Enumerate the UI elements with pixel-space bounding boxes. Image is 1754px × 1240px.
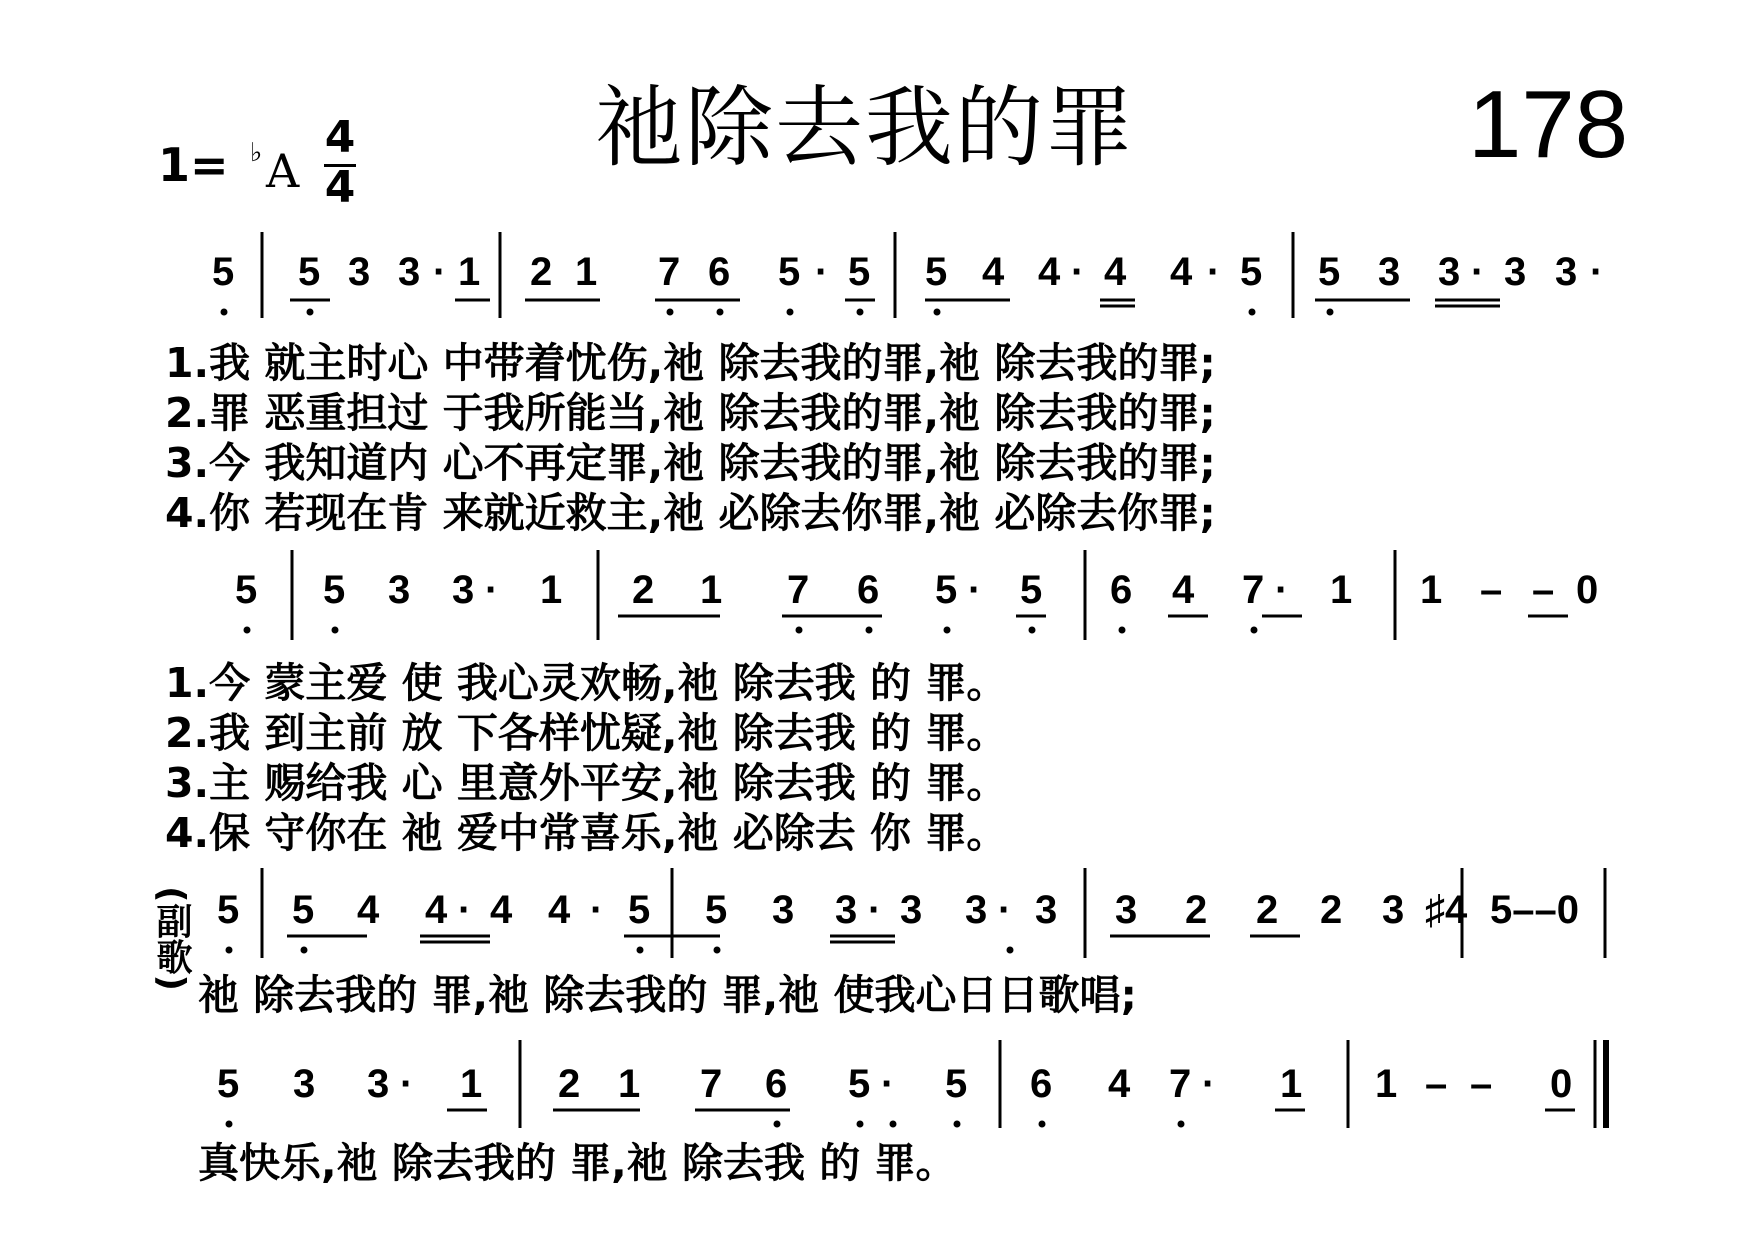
row3-note: 2 <box>1256 888 1279 932</box>
row1-note: 5 <box>1318 250 1341 294</box>
row2-note: 4 <box>1172 568 1195 612</box>
row4-note: 6 <box>1030 1062 1053 1106</box>
verse2-line1: 2.罪 恶重担过 于我所能当,祂 除去我的罪,祂 除去我的罪; <box>165 389 1216 437</box>
time-denominator: 4 <box>324 162 356 213</box>
row4-note: – <box>1470 1062 1493 1106</box>
octave-dot <box>1251 627 1258 634</box>
row1-note: 5 <box>925 250 948 294</box>
row1-note: · <box>433 250 447 294</box>
octave-dot <box>1119 627 1126 634</box>
octave-dot <box>1249 309 1256 316</box>
row4-note: 3 <box>293 1062 316 1106</box>
row3-note: 4 <box>490 888 513 932</box>
row1-note: 3 <box>398 250 421 294</box>
hymn-number: 178 <box>1468 71 1629 178</box>
row1-note: · <box>815 250 829 294</box>
row3-note: 4 <box>425 888 448 932</box>
row3-note: 4 <box>548 888 571 932</box>
row2-note: 7 <box>1242 568 1265 612</box>
row3-note: ♯4 <box>1425 888 1468 932</box>
row2-note: 3 <box>388 568 411 612</box>
row1-note: 3 <box>1438 250 1461 294</box>
octave-dot <box>890 1121 897 1128</box>
row3-note: 3 <box>965 888 988 932</box>
octave-dot <box>226 1121 233 1128</box>
row4-note: 2 <box>558 1062 581 1106</box>
octave-dot <box>787 309 794 316</box>
row2-note: 1 <box>1420 568 1443 612</box>
key-prefix: 1= <box>158 138 229 192</box>
row3-note: · <box>998 888 1012 932</box>
row1-note: 3 <box>348 250 371 294</box>
verse4-line2: 4.保 守你在 祂 爱中常喜乐,祂 必除去 你 罪。 <box>165 809 1008 857</box>
row4-note: · <box>400 1062 414 1106</box>
row1-note: 5 <box>298 250 321 294</box>
octave-dot <box>332 627 339 634</box>
row3-note: 3 <box>900 888 923 932</box>
row2-note: 7 <box>787 568 810 612</box>
verse4-line1: 4.你 若现在肯 来就近救主,祂 必除去你罪,祂 必除去你罪; <box>165 489 1216 537</box>
chorus-line2: 真快乐,祂 除去我的 罪,祂 除去我 的 罪。 <box>198 1139 957 1187</box>
row3-note: 5 <box>705 888 728 932</box>
verse3-line2: 3.主 赐给我 心 里意外平安,祂 除去我 的 罪。 <box>165 759 1008 807</box>
row4-note: 6 <box>765 1062 788 1106</box>
row2-note: 5 <box>935 568 958 612</box>
octave-dot <box>226 947 233 954</box>
row2-note: · <box>1275 568 1289 612</box>
row4-note: 0 <box>1550 1062 1573 1106</box>
row3-note: 5 <box>628 888 651 932</box>
row3-note: 5 <box>292 888 315 932</box>
row4-note: 5 <box>945 1062 968 1106</box>
octave-dot <box>307 309 314 316</box>
row4-note: 1 <box>460 1062 483 1106</box>
row4-note: · <box>881 1062 895 1106</box>
octave-dot <box>857 309 864 316</box>
row2-note: 5 <box>235 568 258 612</box>
row2-note: 3 <box>452 568 475 612</box>
row1-note: 4 <box>982 250 1005 294</box>
row1-note: · <box>1207 250 1221 294</box>
flat-sign: ♭ <box>250 138 263 168</box>
verse2-line2: 2.我 到主前 放 下各样忧疑,祂 除去我 的 罪。 <box>165 709 1008 757</box>
row3-note: 4 <box>357 888 380 932</box>
row3-note: 3 <box>1035 888 1058 932</box>
row3-note: 5 <box>217 888 240 932</box>
octave-dot <box>796 627 803 634</box>
row1-note: 3 <box>1504 250 1527 294</box>
octave-dot <box>944 627 951 634</box>
row2-note: 5 <box>1020 568 1043 612</box>
octave-dot <box>1327 309 1334 316</box>
row3-note: 2 <box>1185 888 1208 932</box>
row1-note: 4 <box>1170 250 1193 294</box>
row1-note: 5 <box>848 250 871 294</box>
octave-dot <box>774 1121 781 1128</box>
row1-note: 4 <box>1104 250 1127 294</box>
row2-note: 1 <box>700 568 723 612</box>
row1-note: 1 <box>575 250 598 294</box>
row1-note: · <box>1471 250 1485 294</box>
row1-note: 3 <box>1378 250 1401 294</box>
row4-note: – <box>1425 1062 1448 1106</box>
row1-note: 2 <box>530 250 553 294</box>
row4-note: 7 <box>700 1062 723 1106</box>
row1-note: · <box>1590 250 1604 294</box>
octave-dot <box>714 947 721 954</box>
row3-note: 3 <box>772 888 795 932</box>
octave-dot <box>866 627 873 634</box>
row4-note: · <box>1202 1062 1216 1106</box>
chorus-label: (副歌) <box>151 886 192 991</box>
row3-note: 2 <box>1320 888 1343 932</box>
row3-note: 3 <box>1115 888 1138 932</box>
row2-note: · <box>968 568 982 612</box>
row1-note: 5 <box>212 250 235 294</box>
octave-dot <box>1007 947 1014 954</box>
row2-note: 2 <box>632 568 655 612</box>
row3-note: 3 <box>835 888 858 932</box>
row1-note: 5 <box>1240 250 1263 294</box>
row2-note: 0 <box>1576 568 1599 612</box>
verse1-line1: 1.我 就主时心 中带着忧伤,祂 除去我的罪,祂 除去我的罪; <box>165 339 1216 387</box>
row2-note: 6 <box>857 568 880 612</box>
octave-dot <box>637 947 644 954</box>
verse1-line2: 1.今 蒙主爱 使 我心灵欢畅,祂 除去我 的 罪。 <box>165 659 1008 707</box>
row1-note: 4 <box>1038 250 1061 294</box>
row1-note: 7 <box>658 250 681 294</box>
row1-note: 3 <box>1555 250 1578 294</box>
row2-note: 1 <box>1330 568 1353 612</box>
row4-note: 3 <box>367 1062 390 1106</box>
row4-note: 1 <box>1280 1062 1303 1106</box>
row4-note: 1 <box>1375 1062 1398 1106</box>
octave-dot <box>934 309 941 316</box>
octave-dot <box>954 1121 961 1128</box>
key-letter: A <box>266 144 300 198</box>
row3-note: 3 <box>1382 888 1405 932</box>
row2-note: 1 <box>540 568 563 612</box>
row3-note: · <box>458 888 472 932</box>
row2-note: – <box>1532 568 1555 612</box>
row1-note: 5 <box>778 250 801 294</box>
row4-note: 4 <box>1108 1062 1131 1106</box>
row2-note: 5 <box>323 568 346 612</box>
row1-note: · <box>1071 250 1085 294</box>
row3-note: 5––0 <box>1490 888 1579 932</box>
row4-note: 5 <box>217 1062 240 1106</box>
row1-note: 1 <box>458 250 481 294</box>
octave-dot <box>1039 1121 1046 1128</box>
octave-dot <box>857 1121 864 1128</box>
row1-note: 6 <box>708 250 731 294</box>
row2-note: 6 <box>1110 568 1133 612</box>
octave-dot <box>717 309 724 316</box>
row3-note: · <box>590 888 604 932</box>
row4-note: 5 <box>848 1062 871 1106</box>
chorus-line1: 祂 除去我的 罪,祂 除去我的 罪,祂 使我心日日歌唱; <box>198 971 1137 1019</box>
octave-dot <box>1178 1121 1185 1128</box>
row2-note: – <box>1480 568 1503 612</box>
time-numerator: 4 <box>324 112 356 163</box>
octave-dot <box>244 627 251 634</box>
octave-dot <box>301 947 308 954</box>
row2-note: · <box>485 568 499 612</box>
octave-dot <box>221 309 228 316</box>
row4-note: 7 <box>1169 1062 1192 1106</box>
row3-note: · <box>868 888 882 932</box>
octave-dot <box>1029 627 1036 634</box>
octave-dot <box>667 309 674 316</box>
verse3-line1: 3.今 我知道内 心不再定罪,祂 除去我的罪,祂 除去我的罪; <box>165 439 1216 487</box>
hymn-title: 祂除去我的罪 <box>595 76 1136 179</box>
row4-note: 1 <box>618 1062 641 1106</box>
